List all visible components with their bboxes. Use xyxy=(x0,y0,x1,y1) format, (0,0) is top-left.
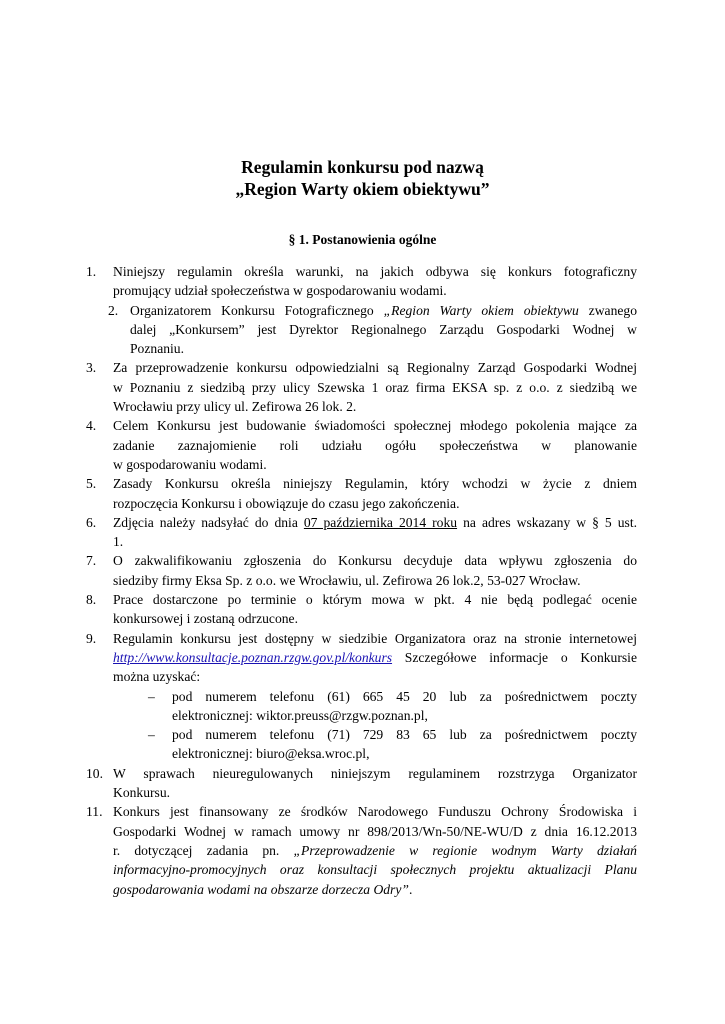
item-number: 9. xyxy=(86,630,97,646)
item-text xyxy=(113,648,637,667)
item-text: Konkurs jest finansowany ze środków Narodowego Funduszu Ochrony Środowiska i xyxy=(113,804,637,820)
document-title-line2: „Region Warty okiem obiektywu” xyxy=(235,179,490,199)
document-title-line1: Regulamin konkursu pod nazwą xyxy=(241,157,484,177)
contact-item-2 xyxy=(0,725,725,764)
item-text-part: Szczegółowe informacje o Konkursie xyxy=(392,649,637,665)
item-text: można uzyskać: xyxy=(113,669,201,685)
item-text: Regulamin konkursu jest dostępny w siedzibie Organizatora oraz na stronie internetowej xyxy=(113,630,637,646)
item-number: 5. xyxy=(86,476,97,492)
item-text: konkursowej i zostaną odrzucone. xyxy=(113,611,298,627)
item-text: Wrocławiu przy ulicy ul. Zefirowa 26 lok. 2. xyxy=(113,399,357,415)
item-text: W sprawach nieuregulowanych niniejszym regulaminem rozstrzyga Organizator xyxy=(113,765,637,781)
item-number: 11. xyxy=(86,804,103,820)
list-item-10 xyxy=(0,764,725,803)
item-text: Gospodarki Wodnej w ramach umowy nr 898/2013/Wn-50/NE-WU/D z dnia 16.12.2013 xyxy=(113,823,637,839)
item-text xyxy=(113,513,637,532)
item-text: w gospodarowaniu wodami. xyxy=(113,456,267,472)
item-text: w Poznaniu z siedzibą przy ulicy Szewska 1 oraz firma EKSA sp. z o.o. z siedzibą we xyxy=(113,379,637,395)
item-text-part: . xyxy=(408,881,413,897)
item-text-part: Zdjęcia należy nadsyłać do dnia xyxy=(113,514,304,530)
item-number: 2. xyxy=(108,302,119,318)
item-text-part: zwanego xyxy=(578,302,637,318)
list-item-5 xyxy=(0,474,725,513)
dash-bullet-icon: – xyxy=(148,688,155,704)
item-text: dalej „Konkursem” jest Dyrektor Regionalnego Zarządu Gospodarki Wodnej w xyxy=(130,321,637,337)
item-text: Konkursu. xyxy=(113,785,171,801)
item-number: 4. xyxy=(86,418,97,434)
item-number: 1. xyxy=(86,264,97,279)
section-heading: § 1. Postanowienia ogólne xyxy=(288,232,437,247)
item-text xyxy=(113,882,412,897)
item-text: Zasady Konkursu określa niniejszy Regulamin, który wchodzi w życie z dniem xyxy=(113,476,637,492)
contact-text: elektronicznej: biuro@eksa.wroc.pl, xyxy=(172,746,370,762)
item-number: 3. xyxy=(86,360,97,376)
item-text: Za przeprowadzenie konkursu odpowiedzialni są Regionalny Zarząd Gospodarki Wodnej xyxy=(113,360,637,376)
item-number: 6. xyxy=(86,514,97,530)
task-name: informacyjno-promocyjnych oraz konsultacji społecznych projektu aktualizacji Planu xyxy=(113,862,637,878)
item-text: O zakwalifikowaniu zgłoszenia do Konkursu decyduje data wpływu zgłoszenia do xyxy=(113,553,637,569)
item-text: rozpoczęcia Konkursu i obowiązuje do czasu jego zakończenia. xyxy=(113,495,460,511)
item-text: Poznaniu. xyxy=(130,341,184,357)
item-text: Prace dostarczone po terminie o którym mowa w pkt. 4 nie będą podlegać ocenie xyxy=(113,592,637,608)
item-text-part: r. dotyczącej zadania pn. xyxy=(113,842,294,858)
item-number: 10. xyxy=(86,765,103,781)
task-name: gospodarowania wodami na obszarze dorzecza Odry” xyxy=(113,881,409,897)
list-item-11 xyxy=(0,802,725,898)
item-text: Niniejszy regulamin określa warunki, na jakich odbywa się konkurs fotograficzny xyxy=(113,264,637,279)
item-text-part: Organizatorem Konkursu Fotograficznego xyxy=(130,302,384,318)
item-number: 8. xyxy=(86,592,97,608)
task-name: „Przeprowadzenie w regionie wodnym Warty działań xyxy=(293,842,637,858)
contact-item-1 xyxy=(0,687,725,726)
list-item-7 xyxy=(0,551,725,590)
deadline-date: 07 października 2014 roku xyxy=(303,514,458,530)
item-text: Celem Konkursu jest budowanie świadomości społecznej młodego pokolenia mające za xyxy=(113,418,637,434)
contact-text: pod numerem telefonu (71) 729 83 65 lub za pośrednictwem poczty xyxy=(172,727,637,743)
item-text xyxy=(113,841,637,860)
dash-bullet-icon: – xyxy=(148,727,155,743)
list-item-6 xyxy=(0,513,725,552)
list-item-3 xyxy=(0,358,725,416)
regulation-list xyxy=(0,262,725,899)
item-number: 7. xyxy=(86,553,97,569)
list-item-1 xyxy=(0,262,725,301)
item-text: promujący udział społeczeństwa w gospodarowaniu wodami. xyxy=(113,283,447,299)
item-text-part: na adres wskazany w § 5 ust. xyxy=(457,514,637,530)
list-item-2 xyxy=(0,301,725,359)
item-text: 1. xyxy=(113,534,124,550)
contest-name: „Region Warty okiem obiektywu xyxy=(383,302,579,318)
item-text: siedziby firmy Eksa Sp. z o.o. we Wrocławiu, ul. Zefirowa 26 lok.2, 53-027 Wrocław. xyxy=(113,572,581,588)
list-item-8 xyxy=(0,590,725,629)
list-item-9 xyxy=(0,629,725,687)
item-text: zadanie zaznajomienie roli udziału ogółu społeczeństwa w planowanie xyxy=(113,437,637,453)
list-item-4 xyxy=(0,416,725,474)
item-text xyxy=(130,301,637,320)
contact-text: elektronicznej: wiktor.preuss@rzgw.poznan.pl, xyxy=(172,707,428,723)
contact-text: pod numerem telefonu (61) 665 45 20 lub za pośrednictwem poczty xyxy=(172,688,637,704)
konkurs-link[interactable]: http://www.konsultacje.poznan.rzgw.gov.pl/konkurs xyxy=(113,649,393,665)
